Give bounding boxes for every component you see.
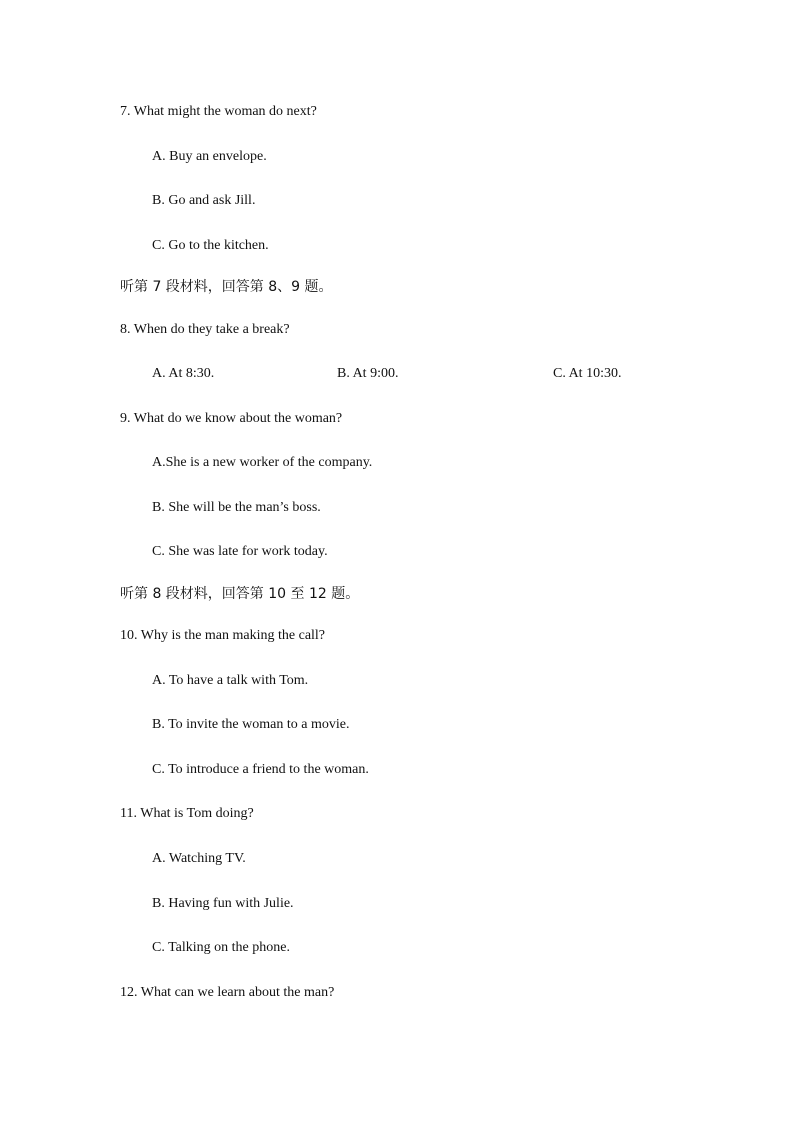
q9-option-a: A.She is a new worker of the company. [152,455,373,470]
q11-option-b: B. Having fun with Julie. [152,896,294,911]
q10-option-a: A. To have a talk with Tom. [152,673,309,688]
q12-question: 12. What can we learn about the man? [120,985,335,1000]
q8-option-b: B. At 9:00. [337,366,399,381]
q7-question: 7. What might the woman do next? [120,104,317,119]
q10-option-c: C. To introduce a friend to the woman. [152,762,369,777]
q7-option-b: B. Go and ask Jill. [152,193,256,208]
section-7-heading: 听第 7 段材料，回答第 8、9 题。 [120,279,333,295]
q11-option-a: A. Watching TV. [152,851,246,866]
q7-option-c: C. Go to the kitchen. [152,238,269,253]
q8-option-c: C. At 10:30. [553,366,622,381]
q8-option-a: A. At 8:30. [152,366,215,381]
q9-option-b: B. She will be the man’s boss. [152,500,321,515]
q9-question: 9. What do we know about the woman? [120,411,343,426]
q11-option-c: C. Talking on the phone. [152,940,290,955]
q10-option-b: B. To invite the woman to a movie. [152,717,350,732]
q8-question: 8. When do they take a break? [120,322,290,337]
q10-question: 10. Why is the man making the call? [120,628,326,643]
q11-question: 11. What is Tom doing? [120,806,254,821]
q9-option-c: C. She was late for work today. [152,544,328,559]
section-8-heading: 听第 8 段材料，回答第 10 至 12 题。 [120,586,360,602]
q7-option-a: A. Buy an envelope. [152,149,267,164]
